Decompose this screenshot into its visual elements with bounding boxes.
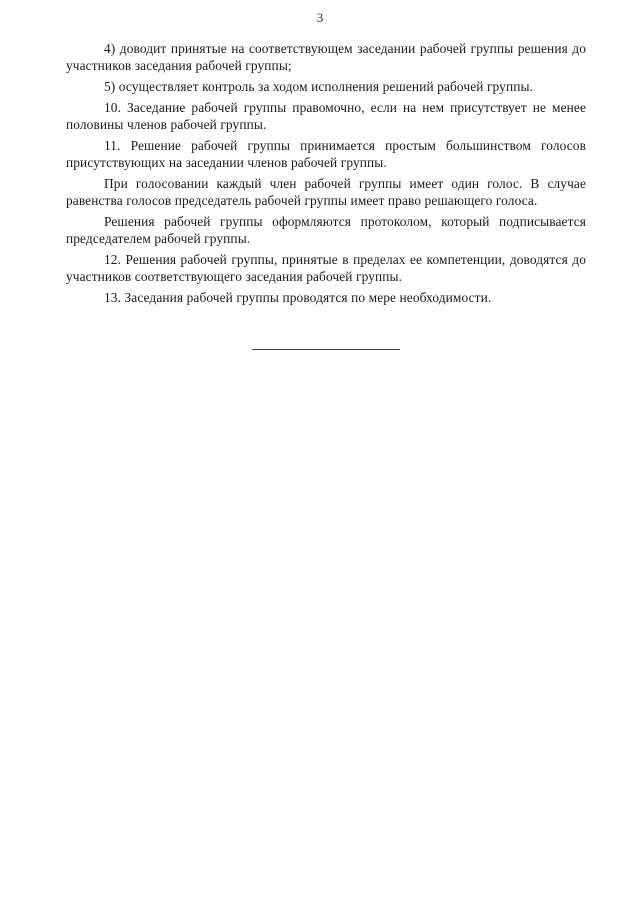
document-body	[66, 40, 586, 310]
paragraph-protocol: Решения рабочей группы оформляются протоколом, который подписывается председателем рабочей группы.	[66, 214, 586, 246]
paragraph-clause-13: 13. Заседания рабочей группы проводятся по мере необходимости.	[104, 290, 492, 305]
paragraph-item-5: 5) осуществляет контроль за ходом исполнения решений рабочей группы.	[104, 79, 534, 94]
paragraph-clause-10: 10. Заседание рабочей группы правомочно, если на нем присутствует не менее половины членов рабочей группы.	[66, 100, 586, 132]
paragraph-item-4: 4) доводит принятые на соответствующем заседании рабочей группы решения до участников заседания рабочей группы;	[66, 41, 586, 73]
paragraph-clause-11: 11. Решение рабочей группы принимается простым большинством голосов присутствующих на заседании членов рабочей группы.	[66, 138, 586, 170]
paragraph-voting: При голосовании каждый член рабочей группы имеет один голос. В случае равенства голосов председатель рабочей группы имеет право решающего голоса.	[66, 176, 586, 208]
page-number: 3	[316, 10, 324, 25]
end-separator-line	[252, 349, 400, 350]
paragraph-clause-12: 12. Решения рабочей группы, принятые в пределах ее компетенции, доводятся до участников соответствующего заседания рабочей группы.	[66, 252, 586, 284]
